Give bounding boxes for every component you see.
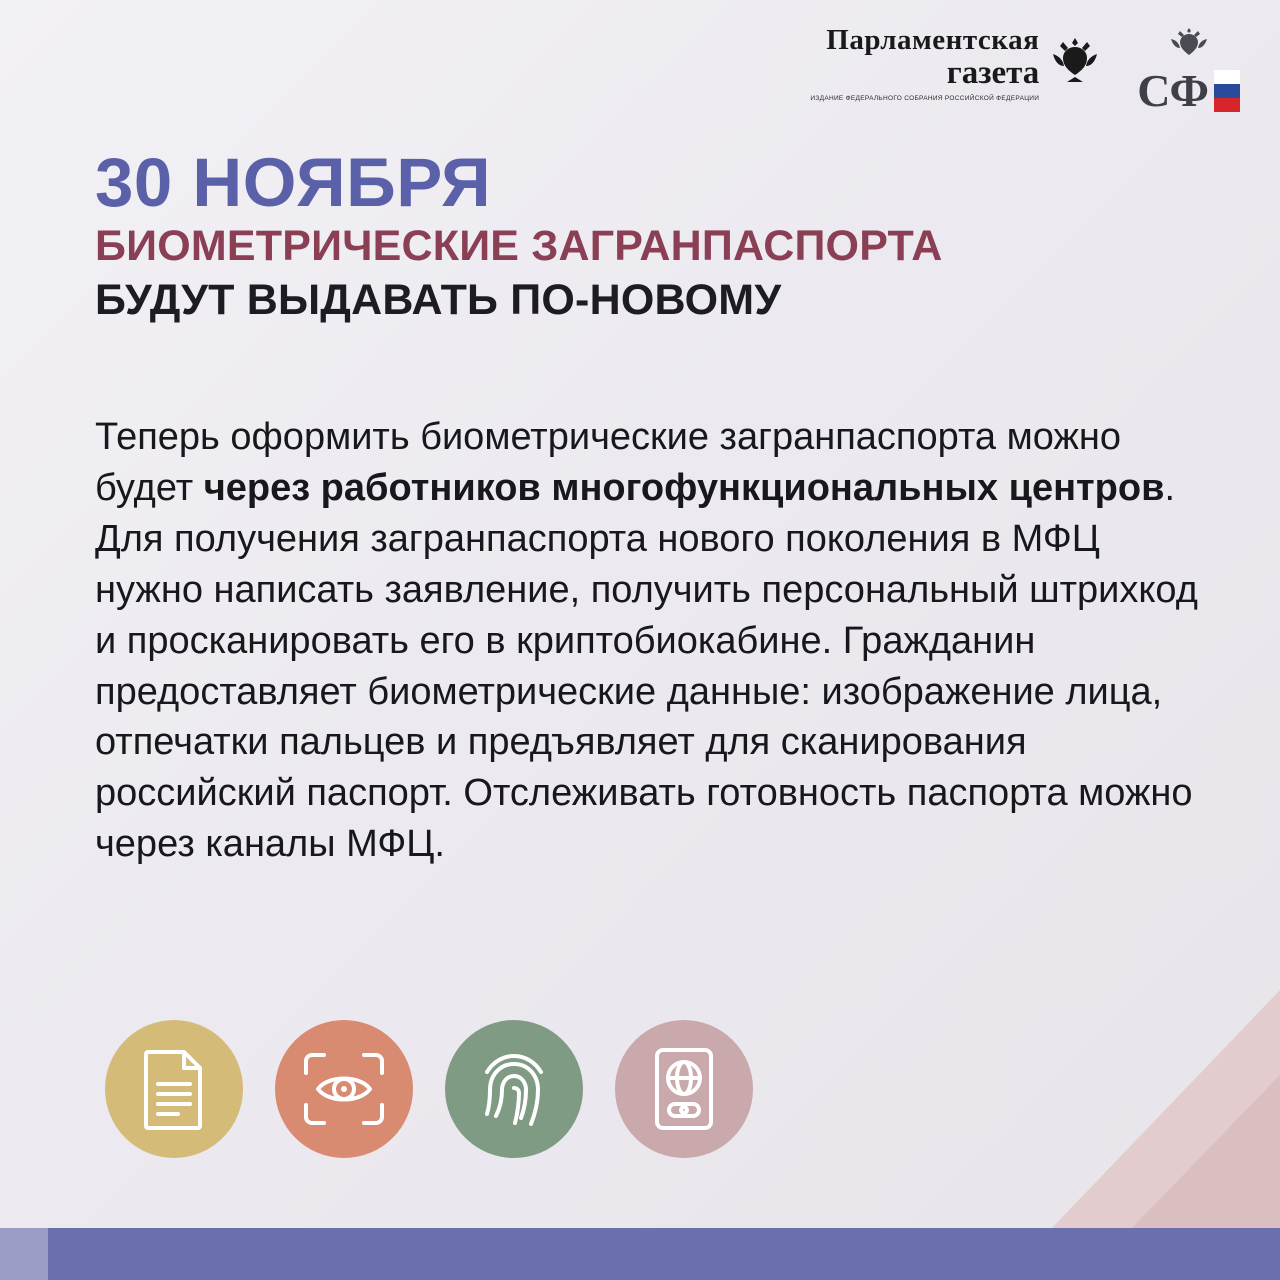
body-text-highlight: через работников многофункциональных центров — [203, 466, 1165, 509]
passport-globe-icon — [615, 1020, 753, 1158]
gazette-subtitle: ИЗДАНИЕ ФЕДЕРАЛЬНОГО СОБРАНИЯ РОССИЙСКОЙ ФЕДЕРАЦИИ — [810, 95, 1040, 102]
council-mark — [1137, 65, 1240, 116]
federation-council-logo — [1137, 26, 1240, 114]
headline-predicate: БУДУТ ВЫДАВАТЬ ПО-НОВОМУ — [95, 275, 782, 324]
headline-subject: БИОМЕТРИЧЕСКИЕ ЗАГРАНПАСПОРТА — [95, 222, 943, 271]
gazette-title-line2: газета — [946, 55, 1040, 91]
icon-row — [105, 1020, 753, 1158]
eye-scan-icon — [275, 1020, 413, 1158]
body-paragraph — [95, 412, 1215, 870]
gazette-title-line1: Парламентская — [826, 24, 1040, 56]
double-headed-eagle-icon — [1049, 34, 1101, 95]
headline-date: 30 НОЯБРЯ — [95, 144, 492, 221]
body-text-part2: . Для получения загранпаспорта нового поколения в МФЦ нужно написать заявление, получить персональный штрихкод и просканировать его в криптобиокабине. Гражданин предоставляет биометрические данные: изображение лица, отпечатки пальцев и предъявляет для сканирования российский паспорт. Отслеживать готовность паспорта можно через каналы МФЦ. — [95, 466, 1198, 866]
parliamentary-gazette-text — [810, 26, 1039, 103]
double-headed-eagle-icon — [1169, 26, 1209, 66]
document-icon — [105, 1020, 243, 1158]
russian-flag-icon — [1214, 70, 1240, 112]
fingerprint-icon — [445, 1020, 583, 1158]
decorative-triangle-small — [1130, 1075, 1280, 1230]
council-letters: СФ — [1137, 65, 1208, 116]
body-text-part1: Теперь оформить биометрические загранпаспорта можно будет — [95, 416, 1121, 509]
bottom-bar-accent — [0, 1228, 48, 1280]
header-logos — [810, 26, 1240, 114]
parliamentary-gazette-logo — [810, 26, 1101, 103]
bottom-bar — [0, 1228, 1280, 1280]
headline-block — [95, 144, 1195, 324]
